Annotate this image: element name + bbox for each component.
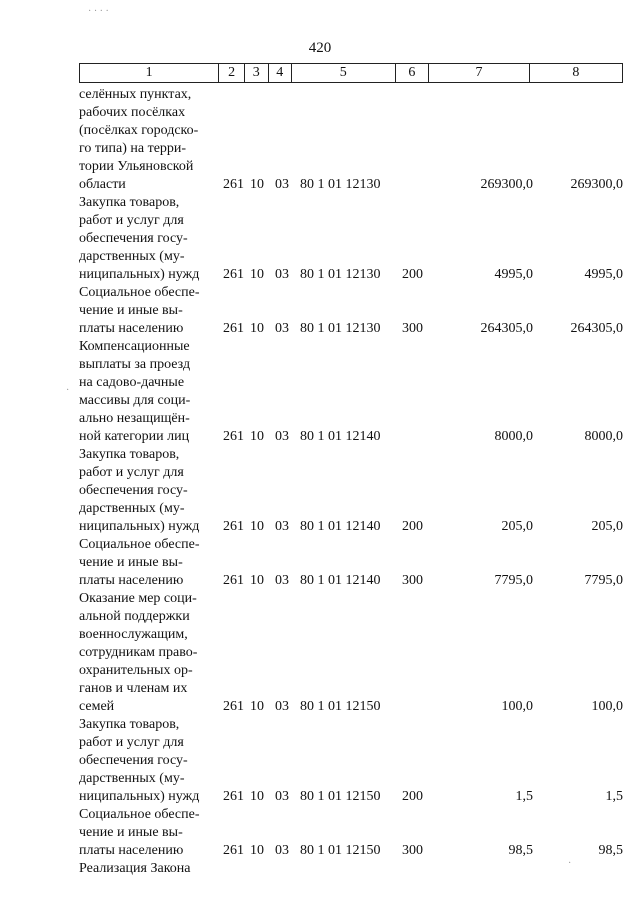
table-row: [79, 284, 623, 338]
description-line: ально незащищён-: [79, 411, 190, 426]
cell-c8: 269300,0: [570, 177, 623, 192]
cell-c4: 03: [275, 429, 289, 444]
cell-c6: 200: [402, 519, 423, 534]
table-row: [79, 86, 623, 194]
description-line: ниципальных) нужд: [79, 789, 200, 804]
description-line: Оказание мер соци-: [79, 591, 197, 606]
row-description: [79, 338, 214, 446]
cell-c5: 80 1 01 12140: [300, 429, 381, 444]
description-line: работ и услуг для: [79, 213, 184, 228]
description-line: ганов и членам их: [79, 681, 188, 696]
description-line: охранительных ор-: [79, 663, 193, 678]
description-line: чение и иные вы-: [79, 825, 183, 840]
description-line: селённых пунктах,: [79, 87, 192, 102]
cell-c5: 80 1 01 12130: [300, 267, 381, 282]
row-description: [79, 86, 214, 194]
cell-c4: 03: [275, 843, 289, 858]
cell-c2: 261: [223, 573, 244, 588]
page-number: 420: [308, 40, 332, 56]
table-row: [79, 338, 623, 446]
description-line: чение и иные вы-: [79, 555, 183, 570]
cell-c3: 10: [250, 321, 264, 336]
description-line: ниципальных) нужд: [79, 519, 200, 534]
row-description: [79, 806, 214, 860]
description-line: Социальное обеспе-: [79, 537, 200, 552]
cell-c8: 98,5: [598, 843, 623, 858]
description-line: платы населению: [79, 573, 184, 588]
description-line: ниципальных) нужд: [79, 267, 200, 282]
cell-c5: 80 1 01 12140: [300, 519, 381, 534]
cell-c2: 261: [223, 519, 244, 534]
table-row: [79, 536, 623, 590]
description-line: Закупка товаров,: [79, 717, 180, 732]
description-line: тории Ульяновской: [79, 159, 194, 174]
row-description: [79, 284, 214, 338]
description-line: военнослужащим,: [79, 627, 188, 642]
description-line: обеспечения госу-: [79, 231, 188, 246]
description-line: работ и услуг для: [79, 465, 184, 480]
cell-c7: 100,0: [501, 699, 533, 714]
table-header: [79, 63, 623, 83]
row-description: [79, 860, 214, 878]
cell-c5: 80 1 01 12140: [300, 573, 381, 588]
cell-c7: 205,0: [501, 519, 533, 534]
cell-c4: 03: [275, 699, 289, 714]
table-row: [79, 194, 623, 284]
header-col-8: 8: [529, 64, 622, 83]
description-line: дарственных (му-: [79, 501, 185, 516]
cell-c5: 80 1 01 12130: [300, 177, 381, 192]
cell-c8: 4995,0: [584, 267, 623, 282]
description-line: (посёлках городско-: [79, 123, 199, 138]
row-description: [79, 446, 214, 536]
header-col-5: 5: [292, 64, 395, 83]
cell-c5: 80 1 01 12130: [300, 321, 381, 336]
description-line: чение и иные вы-: [79, 303, 183, 318]
cell-c8: 7795,0: [584, 573, 623, 588]
description-line: работ и услуг для: [79, 735, 184, 750]
description-line: Реализация Закона: [79, 861, 191, 876]
table-row: [79, 860, 623, 878]
description-line: обеспечения госу-: [79, 753, 188, 768]
cell-c7: 7795,0: [494, 573, 533, 588]
cell-c3: 10: [250, 699, 264, 714]
description-line: обеспечения госу-: [79, 483, 188, 498]
cell-c8: 8000,0: [584, 429, 623, 444]
cell-c8: 205,0: [591, 519, 623, 534]
header-col-7: 7: [429, 64, 529, 83]
cell-c4: 03: [275, 267, 289, 282]
cell-c7: 1,5: [515, 789, 533, 804]
row-description: [79, 716, 214, 806]
scan-speck: ·: [66, 385, 70, 396]
cell-c7: 98,5: [508, 843, 533, 858]
description-line: го типа) на терри-: [79, 141, 187, 156]
description-line: Закупка товаров,: [79, 195, 180, 210]
cell-c4: 03: [275, 789, 289, 804]
cell-c8: 264305,0: [570, 321, 623, 336]
cell-c4: 03: [275, 573, 289, 588]
cell-c4: 03: [275, 519, 289, 534]
description-line: Компенсационные: [79, 339, 190, 354]
cell-c8: 100,0: [591, 699, 623, 714]
description-line: альной поддержки: [79, 609, 190, 624]
row-description: [79, 194, 214, 284]
description-line: рабочих посёлках: [79, 105, 186, 120]
description-line: дарственных (му-: [79, 249, 185, 264]
cell-c7: 264305,0: [480, 321, 533, 336]
header-col-2: 2: [219, 64, 245, 83]
cell-c7: 4995,0: [494, 267, 533, 282]
description-line: дарственных (му-: [79, 771, 185, 786]
table-row: [79, 446, 623, 536]
description-line: на садово-дачные: [79, 375, 185, 390]
cell-c2: 261: [223, 321, 244, 336]
cell-c2: 261: [223, 789, 244, 804]
scan-speck: ·: [568, 858, 572, 869]
scan-speck: · · · ·: [88, 6, 109, 17]
header-col-3: 3: [244, 64, 268, 83]
cell-c3: 10: [250, 177, 264, 192]
cell-c2: 261: [223, 429, 244, 444]
cell-c5: 80 1 01 12150: [300, 843, 381, 858]
cell-c7: 8000,0: [494, 429, 533, 444]
table-row: [79, 590, 623, 716]
cell-c3: 10: [250, 789, 264, 804]
cell-c3: 10: [250, 519, 264, 534]
cell-c6: 300: [402, 573, 423, 588]
cell-c6: 300: [402, 321, 423, 336]
description-line: Социальное обеспе-: [79, 285, 200, 300]
table-row: [79, 716, 623, 806]
cell-c6: 200: [402, 789, 423, 804]
description-line: Социальное обеспе-: [79, 807, 200, 822]
cell-c3: 10: [250, 429, 264, 444]
cell-c2: 261: [223, 843, 244, 858]
description-line: выплаты за проезд: [79, 357, 191, 372]
row-description: [79, 536, 214, 590]
cell-c2: 261: [223, 267, 244, 282]
header-col-6: 6: [395, 64, 429, 83]
cell-c6: 300: [402, 843, 423, 858]
row-description: [79, 590, 214, 716]
description-line: платы населению: [79, 843, 184, 858]
cell-c8: 1,5: [605, 789, 623, 804]
cell-c6: 200: [402, 267, 423, 282]
description-line: области: [79, 177, 126, 192]
description-line: ной категории лиц: [79, 429, 190, 444]
description-line: сотрудникам право-: [79, 645, 198, 660]
header-col-1: 1: [80, 64, 219, 83]
header-col-4: 4: [268, 64, 292, 83]
table-body: [79, 86, 623, 878]
cell-c4: 03: [275, 321, 289, 336]
cell-c2: 261: [223, 699, 244, 714]
cell-c7: 269300,0: [480, 177, 533, 192]
table-row: [79, 806, 623, 860]
description-line: массивы для соци-: [79, 393, 191, 408]
description-line: семей: [79, 699, 115, 714]
cell-c5: 80 1 01 12150: [300, 789, 381, 804]
cell-c3: 10: [250, 573, 264, 588]
cell-c5: 80 1 01 12150: [300, 699, 381, 714]
description-line: Закупка товаров,: [79, 447, 180, 462]
cell-c3: 10: [250, 267, 264, 282]
description-line: платы населению: [79, 321, 184, 336]
cell-c4: 03: [275, 177, 289, 192]
cell-c2: 261: [223, 177, 244, 192]
cell-c3: 10: [250, 843, 264, 858]
